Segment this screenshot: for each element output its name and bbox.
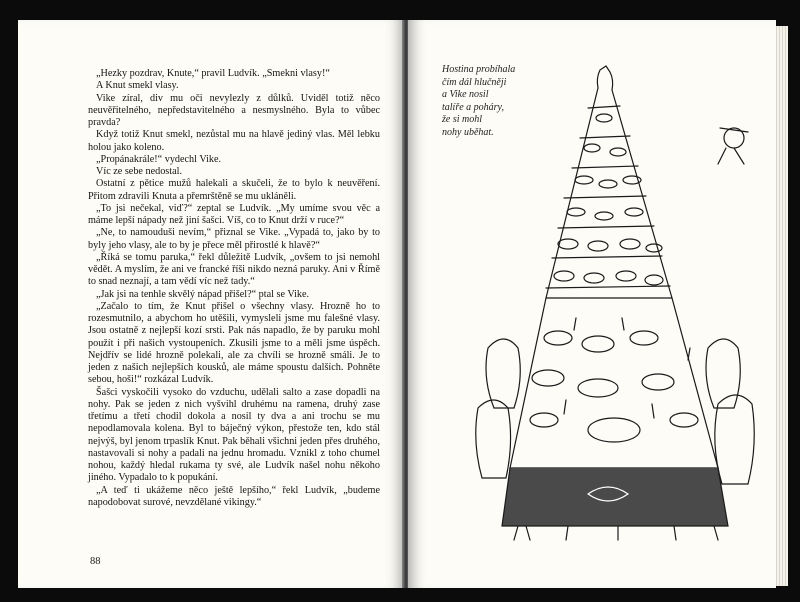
left-page xyxy=(18,20,404,588)
paragraph: „Hezky pozdrav, Knute,“ pravil Ludvík. „Smekni vlasy!“ xyxy=(96,68,330,79)
paragraph: „Ne, to namouduši nevím,“ přiznal se Vike. „Vypadá to, jako by to byly jeho vlasy, ale to by je přece měl přirostlé k hlavě?“ xyxy=(88,227,380,251)
left-page-text xyxy=(88,68,380,509)
diner-left-1 xyxy=(486,339,520,408)
tower-outline xyxy=(546,88,672,298)
table-legs xyxy=(514,526,718,540)
diner-left-2 xyxy=(476,400,511,478)
caption-line: talíře a poháry, xyxy=(442,101,504,113)
diner-right-1 xyxy=(706,339,740,408)
tower-top xyxy=(597,66,612,90)
paragraph: Šašci vyskočili vysoko do vzduchu, udělali salto a zase dopadli na nohy. Pak se jeden z nich vyšvihl druhému na ramena, druhý zase třetímu a třetí chodil dokola a nosil ty dva a ani trochu se mu nepodlamovala kolena. Byl to báječný výkon, přestože ten, kdo stál nejvýš, byl jenom trpaslík Knut. Pak běhali všichni jeden přes druhého, nastavovali si nohy a padali na jednu hromadu. Vznikl z toho chumel nohou, každý hledal rukama ty své, ale Ludvík našel nohu někoho jiného. Vypadalo to k popukání. xyxy=(88,386,380,484)
caption-line: Hostina probíhala xyxy=(442,64,516,75)
caption-line: a Vike nosil xyxy=(442,89,489,101)
page-edges xyxy=(776,26,788,586)
paragraph: „A teď ti ukážeme něco ještě lepšího,“ řekl Ludvík, „budeme napodobovat surové, nevzdělané vikingy.“ xyxy=(88,484,380,508)
caption-line: čím dál hlučněji xyxy=(442,76,507,88)
right-page xyxy=(408,20,776,588)
paragraph: „Jak jsi na tenhle skvělý nápad přišel?“ ptal se Vike. xyxy=(96,288,310,300)
feast-table-illustration xyxy=(448,48,770,548)
paragraph: Když totiž Knut smekl, nezůstal mu na hlavě jediný vlas. Měl lebku holou jako koleno. xyxy=(88,129,380,153)
paragraph: „Říká se tomu paruka,“ řekl důležitě Ludvík, „ovšem to jsi nemohl vědět. A myslím, že ani ve francké říši nikdo nezná paruky. Ani v Římě to snad neznají, a tam vědí víc než tady.“ xyxy=(88,251,380,288)
paragraph: Vike zíral, div mu oči nevylezly z důlků. Uviděl totiž něco neuvěřitelného, nepředstavitelného a nesmyslného. Byla to vůbec pravda? xyxy=(88,92,380,128)
paragraph: „Začalo to tím, že Knut přišel o všechny vlasy. Hrozně ho to rozesmutnilo, a abychom ho utěšili, vymysleli jsme mu falešné vlasy. Jsou ostatně z nejlepší kozí srsti. Pak nás napadlo, že by paruku mohl použít i při našich vystoupeních. Zkusili jsme to a měli jsme úspěch. Nejdřív se lidé hrozně polekali, ale za chvíli se hrozně smáli. Je to jeden z našich nejlepších kousků, ale máme spoustu dalších. Pohněte sebou, hoši!“ rozkázal Ludvík. xyxy=(88,300,380,386)
paragraph: A Knut smekl vlasy. xyxy=(96,80,179,92)
paragraph: Ostatní z pětice mužů halekali a skučeli, že to bylo k neuvěření. Přitom zdravili Knuta a přemrštěně se mu ukláněli. xyxy=(88,178,380,202)
table-items xyxy=(530,318,698,442)
page-number: 88 xyxy=(90,556,101,567)
caption-line: že si mohl xyxy=(442,114,482,126)
plate-stack-lines xyxy=(546,106,670,288)
paragraph: „To jsi nečekal, viď?“ zeptal se Ludvík. „My umíme svou věc a máme lepší nápady než jiní šašci. Víš, co to Knut drží v ruce?“ xyxy=(88,202,380,226)
book-spread xyxy=(18,20,788,588)
paragraph: „Propánakrále!“ vydechl Vike. xyxy=(96,153,222,165)
tablecloth xyxy=(502,468,728,526)
caption-line: nohy uběhat. xyxy=(442,126,494,138)
paragraph: Víc ze sebe nedostal. xyxy=(96,166,182,177)
